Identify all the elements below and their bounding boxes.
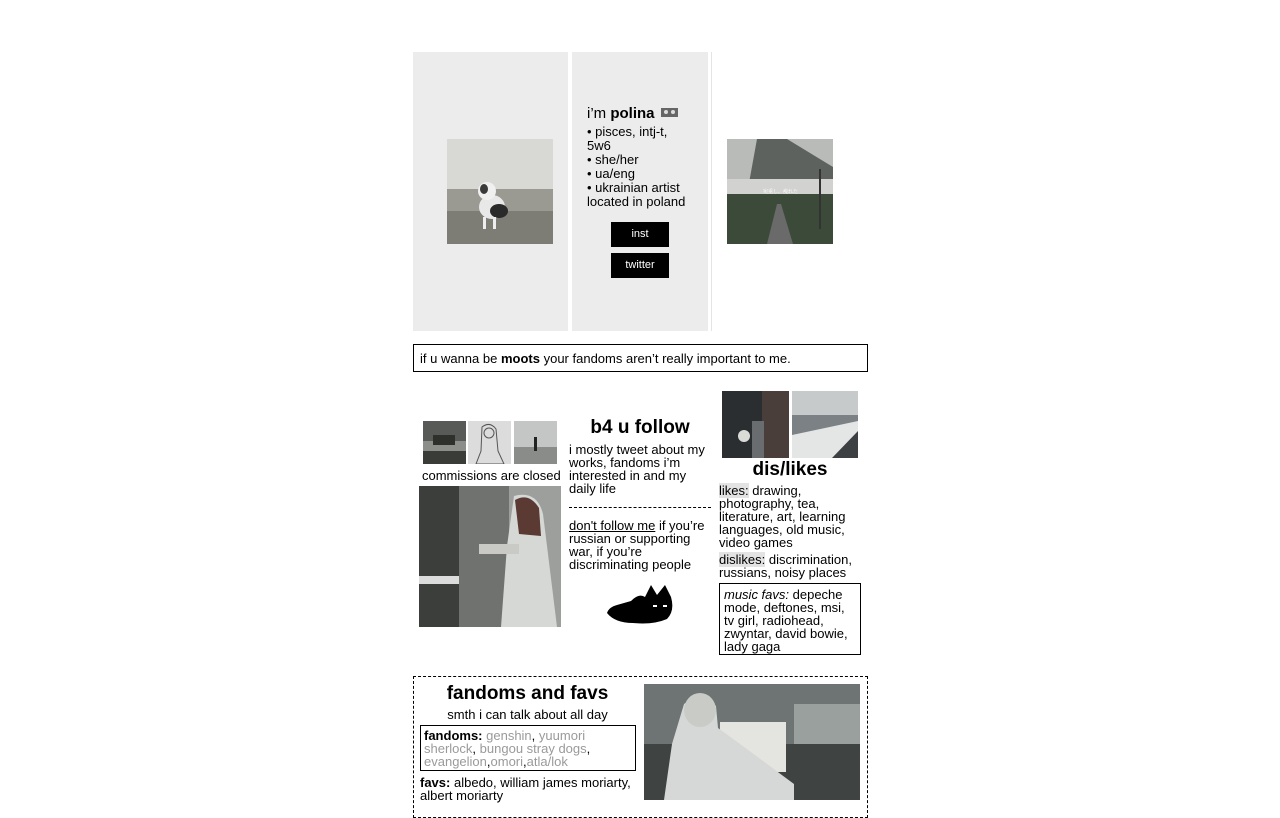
likes-line: languages, old music, [719,522,845,537]
warn-line: russian or supporting [569,531,691,546]
b4-line: daily life [569,481,616,496]
fandoms-title: fandoms and favs [446,683,609,704]
profile-intro [587,105,678,122]
music-line: mode, deftones, msi, [724,600,845,615]
building-photo [722,391,789,458]
divider [711,52,712,331]
warn-text: if you’re [658,518,705,533]
b4-line: interested in and my [569,468,687,483]
dislikes-title: dis/likes [752,459,828,480]
warn-line: war, if you’re [569,544,642,559]
favs-block [420,776,640,802]
likes-line: literature, art, learning [719,509,846,524]
dislikes-block [719,553,861,579]
inst-button[interactable]: inst [611,222,669,247]
fandom-item: atla/lok [526,754,568,769]
warn-line: discriminating people [569,557,692,572]
music-favs-box [719,583,861,655]
b4-body [569,443,711,495]
sea-photo [792,391,858,458]
fandom-item: evangelion [424,754,487,769]
profile-line: • ukrainian artist [587,180,680,195]
likes-line: video games [719,535,793,550]
artwork-thumb [423,421,466,464]
dislikes-label: dislikes: [719,552,766,567]
artwork-thumb [468,421,511,464]
fandoms-label: fandoms: [424,728,483,743]
fandom-item: sherlock [424,741,473,756]
fandom-item: yuumori [538,728,586,743]
artwork-thumb [514,421,557,464]
music-line: tv girl, radiohead, [724,613,824,628]
music-text: depeche [792,587,843,602]
twitter-button[interactable]: twitter [611,253,669,278]
moots-prefix: if u wanna be [420,351,498,366]
music-label: music favs: [724,587,790,602]
commissions-status: commissions are closed [422,468,561,483]
intro-prefix: i’m [587,105,607,122]
music-line: zwyntar, david bowie, [724,626,848,641]
road-photo [727,139,833,244]
likes-block [719,484,861,549]
b4-title: b4 u follow [590,417,690,438]
profile-line: • ua/eng [587,166,635,181]
fandoms-box: fandoms: genshin, yuumori sherlock, bungou stray dogs, evangelion,omori,atla/lok [420,725,636,771]
cat-photo [447,139,553,244]
profile-line: • she/her [587,152,639,167]
music-line: lady gaga [724,639,781,654]
profile-details [587,125,697,209]
moots-bold: moots [500,351,540,366]
profile-line: located in poland [587,194,686,209]
b4-line: works, fandoms i’m [569,455,681,470]
profile-line: • pisces, intj-t, [587,124,668,139]
moots-note [413,344,868,372]
likes-label: likes: [719,483,749,498]
dont-follow-link[interactable]: don't follow me [569,518,656,533]
photo-caption: 宛重し、瘦れた [763,189,799,195]
fandoms-subtitle: smth i can talk about all day [447,707,608,722]
dashed-divider [569,507,711,508]
profile-line: 5w6 [587,138,611,153]
favs-line: albert moriarty [420,788,504,803]
favs-text: albedo, william james moriarty, [453,775,631,790]
artwork-large [419,486,561,627]
likes-line: photography, tea, [719,496,820,511]
favs-label: favs: [420,775,451,790]
fandom-item: bungou stray dogs [479,741,587,756]
b4-warning [569,519,711,571]
moots-suffix: your fandoms aren’t really important to me. [543,351,791,366]
piano-artwork [644,684,860,800]
black-cat-icon [603,583,675,625]
dislikes-text: discrimination, [768,552,852,567]
likes-text: drawing, [752,483,802,498]
profile-name: polina [610,105,655,122]
dislikes-line: russians, noisy places [719,565,847,580]
cassette-icon [661,108,678,117]
fandom-item: genshin [486,728,532,743]
fandom-item: omori [490,754,524,769]
b4-line: i mostly tweet about my [569,442,705,457]
